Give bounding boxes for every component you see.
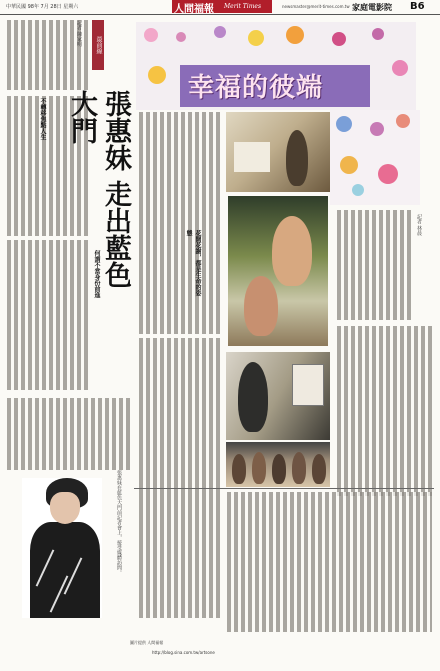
article-headline: 張惠妹 走出藍色大門 <box>66 90 131 289</box>
feature-callout: 花開花謝，都是生命的姿態 <box>185 230 201 296</box>
article-body-right-col <box>138 112 222 334</box>
mother-daughter-photo <box>228 196 328 346</box>
portrait-face <box>50 492 80 524</box>
feature-body-bottom <box>226 492 432 632</box>
portrait-caption: 張惠妹在藍色大門前記者會上，接受媒體訪問。 <box>116 470 122 575</box>
logo-english: Merit Times <box>224 3 262 10</box>
singer-portrait-photo <box>22 478 102 618</box>
portrait-jacket <box>30 522 100 618</box>
feature-title: 幸福的彼端 <box>188 73 324 103</box>
section-title: 家庭電影院 <box>352 3 392 12</box>
contact-url: newsmaster@merit-times.com.tw <box>282 4 350 9</box>
photo-credit: 圖片提供 人間福報 <box>130 640 164 645</box>
date-line: 中華民國 98年 7月 28日 星期六 <box>6 4 79 10</box>
section-rule <box>134 488 434 489</box>
feature-body-top <box>336 210 414 320</box>
article-body-lower <box>6 398 130 470</box>
page-number: B6 <box>410 1 425 12</box>
feature-byline: 記者 林晨 <box>416 214 422 236</box>
article-body-bottom <box>138 338 222 618</box>
blog-url: http://blog.sina.com.tw/artsone <box>152 650 215 655</box>
page-header <box>0 0 440 15</box>
logo-chinese: 人間福報 <box>174 4 214 15</box>
masthead-logo <box>172 0 272 13</box>
painting-studio-photo <box>226 112 330 192</box>
article-body-left-mid <box>6 240 90 390</box>
artist-painting-photo <box>226 352 330 440</box>
flower-side-panel <box>330 110 420 205</box>
feature-body-mid <box>336 326 432 496</box>
article-kicker: 最前線 <box>92 20 104 70</box>
article-author: 記者 陳家明 <box>76 20 82 47</box>
article-subhead-2: 何謂不當身份前進 <box>93 250 100 298</box>
audience-photo <box>226 442 330 487</box>
article-subhead-1: 不轉移焦點人生 <box>39 98 46 140</box>
